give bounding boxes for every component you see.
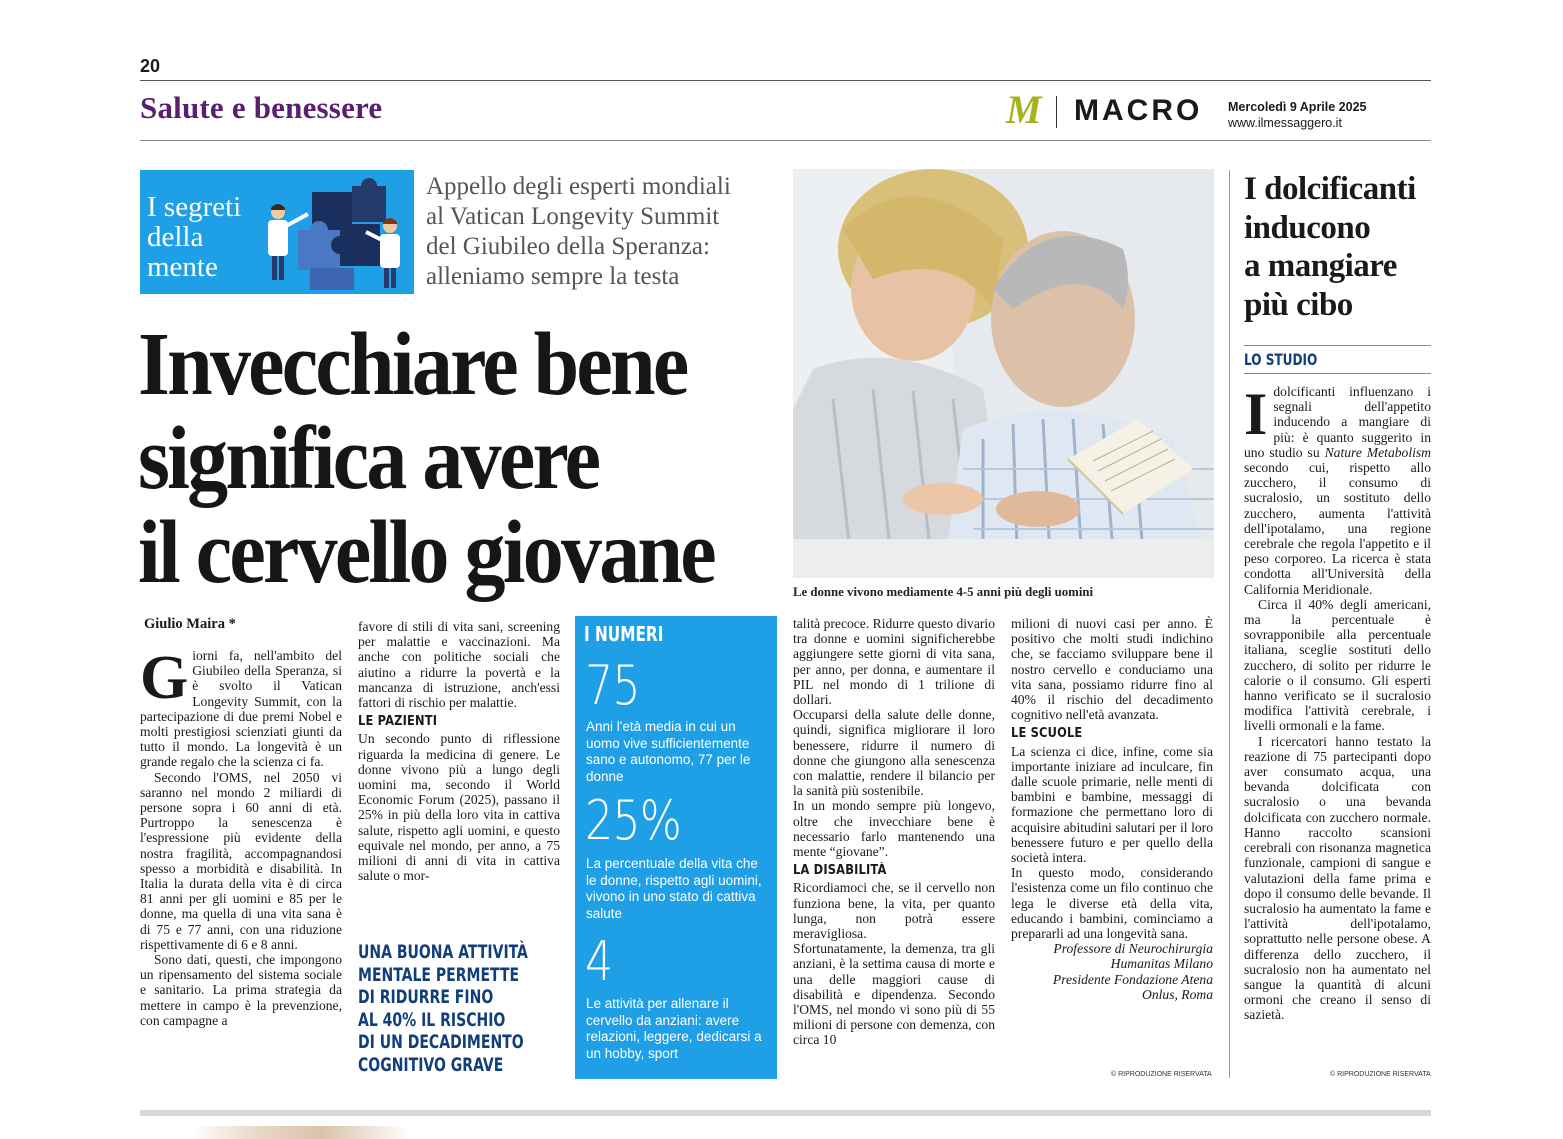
sidebar-divider [1229,170,1230,1078]
article-column-4 [1011,616,1213,1002]
numbers-box-title: I NUMERI [584,622,664,646]
paragraph: Occuparsi della salute delle donne, quindi, significa migliorare il loro benessere, ridurre il numero di donne che giungono alla senescenza con malattie, rendere il bilancio per la sanità più sostenibile. [793,707,995,799]
paragraph: Circa il 40% degli americani, ma la percentuale è sovrapponibile alla percentuale italiana, sceglie sostituti dello zucchero, di solito per ridurre le calorie o il consumo. Gli esperti hanno verificato se il sucralosio modifica l'attività cerebrale, i livelli ormonali e la fame. [1244,596,1431,734]
sidebar-headline-line: I dolcificanti [1244,171,1416,207]
article-column-2 [358,619,560,883]
sidebar-headline [1244,170,1416,324]
drop-cap: I [1244,381,1268,447]
page-number: 20 [140,56,161,76]
paragraph: Secondo l'OMS, nel 2050 vi saranno nel mondo 2 miliardi di persone sopra i 60 anni di età. Purtroppo la senescenza è l'espressione più evidente della nostra fragilità, accompagnandosi spesso a morbidità e disabilità. In Italia la durata della vita è di circa 81 anni per gli uomini e 85 per le donne, ma quella di una vita sana è di 75 e 77 anni, con una riduzione rispettivamente di 6 e 8 anni. [140,769,342,952]
copyright-note: © RIPRODUZIONE RISERVATA [1111,1071,1212,1078]
sidebar-label-rule-bottom [1244,373,1431,374]
paragraph: favore di stili di vita sani, screening per malattie e vaccinazioni. Ma anche con politiche sociali che aiutino a ridurre la povertà e la mancanza di istruzione, anch'essi fattori di rischio per malattie. [358,619,560,711]
paragraph: iorni fa, nell'ambito del Giubileo della Speranza, si è svolto il Vatican Longevity Summit, con la partecipazione di due premi Nobel e molti prestigiosi scienziati giunti da tutto il mondo. La longevità è un grande regalo che la scienza ci fa. [140,648,342,770]
sidebar-copyright: © RIPRODUZIONE RISERVATA [1330,1071,1431,1078]
kicker [426,172,731,292]
sidebar-headline-line: più cibo [1244,286,1353,323]
section-title: Salute e benessere [140,90,383,125]
pull-quote-line: MENTALE PERMETTE [358,963,520,986]
sidebar-headline-line: a mangiare [1244,248,1397,284]
pull-quote-line: DI UN DECADIMENTO [358,1031,524,1054]
pull-quote-line: AL 40% IL RISCHIO [358,1008,506,1031]
brand-macro: MACRO [1074,94,1203,127]
headline-line: Invecchiare bene [138,315,687,414]
sidebar-label: LO STUDIO [1244,350,1318,369]
puzzle-doctors-illustration [250,174,414,292]
stat-description: Anni l'età media in cui un uomo vive sufficientemente sano e autonomo, 77 per le donne [586,719,751,784]
paragraph: Ricordiamoci che, se il cervello non funziona bene, la vita, per quanto lunga, non potrà essere meravigliosa. [793,880,995,942]
series-tag-line3: mente [147,251,218,283]
messaggero-logo: M [1006,87,1042,132]
header-top-rule [140,80,1431,81]
pull-quote [358,941,528,1077]
signature-line: Professore di Neurochirurgia [1053,941,1213,957]
drop-cap: G [140,644,189,712]
author-byline: Giulio Maira * [144,616,236,632]
stat-value: 75 [585,654,640,717]
paragraph: Un secondo punto di riflessione riguarda la medicina di genere. Le donne vivono più a lungo degli uomini ma, secondo il World Economic Forum (2025), passano il 25% in più della loro vita in cattiva salute, rispetto agli uomini, e questo equivale nel mondo, per anno, a 75 milioni di anni di vita in cattiva salute o mor- [358,731,560,884]
series-tag-line1: I segreti [147,191,242,223]
stat-value: 25% [585,789,681,852]
stat-description: La percentuale della vita che le donne, rispetto agli uomini, vivono in uno stato di cattiva salute [586,856,762,921]
sidebar-text [1244,381,1431,1023]
pull-quote-line: DI RIDURRE FINO [358,986,494,1009]
main-headline [138,315,714,602]
signature-line: Onlus, Roma [1142,986,1213,1002]
issue-date: Mercoledì 9 Aprile 2025 [1228,100,1367,114]
paragraph: Sono dati, questi, che impongono un ripensamento del sistema sociale e sanitario. La prima strategia da mettere in campo è la prevenzione, con campagne a [140,952,342,1028]
kicker-line: del Giubileo della Speranza: [426,233,710,260]
sidebar-label-rule [1244,345,1431,346]
paragraph: Sfortunatamente, la demenza, tra gli anziani, è la settima causa di morte e una delle maggiori cause di disabilità e dipendenza. Secondo l'OMS, nel mondo vi sono più di 55 milioni di persone con demenza, con circa 10 [793,941,995,1048]
article-column-1 [140,644,342,1028]
article-column-3 [793,616,995,1048]
author-signature [1011,941,1213,1002]
page-bottom-rule [140,1110,1431,1116]
signature-line: Presidente Fondazione Atena [1052,971,1213,987]
photo-caption: Le donne vivono mediamente 4-5 anni più degli uomini [793,585,1094,599]
stat-description: Le attività per allenare il cervello da anziani: avere relazioni, leggere, dedicarsi a un hobby, sport [586,996,762,1061]
paragraph: talità precoce. Ridurre questo divario tra donne e uomini significherebbe aggiungere sette giorni di vita sana, per anno, per donna, e aumentare il PIL nel mondo di 1 trilione di dollari. [793,616,995,708]
website-link[interactable]: www.ilmessaggero.it [1228,116,1342,130]
headline-line: il cervello giovane [138,503,714,602]
paragraph: La scienza ci dice, infine, come sia importante iniziare ad inculcare, fin dalle scuole primarie, nelle menti di bambini e bambine, messaggi di formazione che permettano loro di acquisire abitudini salutari per il loro benessere futuro e per quello della società intera. [1011,743,1213,866]
logo-divider [1056,96,1057,128]
kicker-line: al Vatican Longevity Summit [426,203,720,230]
pull-quote-line: UNA BUONA ATTIVITÀ [358,941,528,963]
numbers-box [575,616,777,1079]
hero-photo [793,169,1214,578]
subhead-le-pazienti: LE PAZIENTI [358,714,438,730]
series-tag-box [140,170,414,294]
headline-line: significa avere [138,409,599,508]
paragraph: In un mondo sempre più longevo, oltre che invecchiare bene è necessario farlo mantenendo una mente “giovane”. [793,798,995,860]
kicker-line: alleniamo sempre la testa [426,263,680,290]
next-article-photo-edge [190,1126,410,1139]
subhead-la-disabilita: LA DISABILITÀ [793,863,887,879]
paragraph: milioni di nuovi casi per anno. È positivo che molti studi indichino che, se facciamo sviluppare bene il nostro cervello e conduciamo una vita sana, possiamo ridurre fino al 40% il rischio del decadimento cognitivo nell'età avanzata. [1011,616,1213,723]
kicker-line: Appello degli esperti mondiali [426,173,731,200]
paragraph: dolcificanti influenzano i segnali dell'appetito inducendo a mangiare di più: è quanto suggerito in uno studio su [1244,384,1431,460]
paragraph: In questo modo, considerando l'esistenza come un filo continuo che lega le diverse età della vita, educando i bambini, cominciamo a prepararli ad una longevità sana. [1011,865,1213,942]
subhead-le-scuole: LE SCUOLE [1011,726,1083,742]
paragraph: secondo cui, rispetto allo zucchero, il consumo di sucralosio, un sostituto dello zucchero, aumenta l'attività dell'ipotalamo, una regione cerebrale che regola l'appetito e il peso corporeo. La ricerca è stata condotta all'Università della California Meridionale. [1244,460,1431,597]
sidebar-headline-line: inducono [1244,209,1371,246]
stat-value: 4 [585,930,613,993]
signature-line: Humanitas Milano [1110,956,1213,972]
paragraph: I ricercatori hanno testato la reazione di 75 partecipanti dopo aver consumato acqua, una bevanda dolcificata con sucralosio o una bevanda dolcificata con zucchero normale. Hanno raccolto scansioni cerebrali con risonanza magnetica funzionale, campioni di sangue e valutazioni della fame prima e dopo il consumo delle bevande. Il sucralosio ha aumentato la fame e l'attività dell'ipotalamo, soprattutto nelle persone obese. A differenza dello zucchero, il sucralosio non ha aumentato nel sangue la quantità di alcuni ormoni che creano il senso di sazietà. [1244,733,1431,1023]
pull-quote-line: COGNITIVO GRAVE [358,1053,504,1076]
header-bottom-rule [140,140,1431,141]
series-tag-line2: della [147,221,204,253]
journal-name: Nature Metabolism [1324,444,1431,460]
